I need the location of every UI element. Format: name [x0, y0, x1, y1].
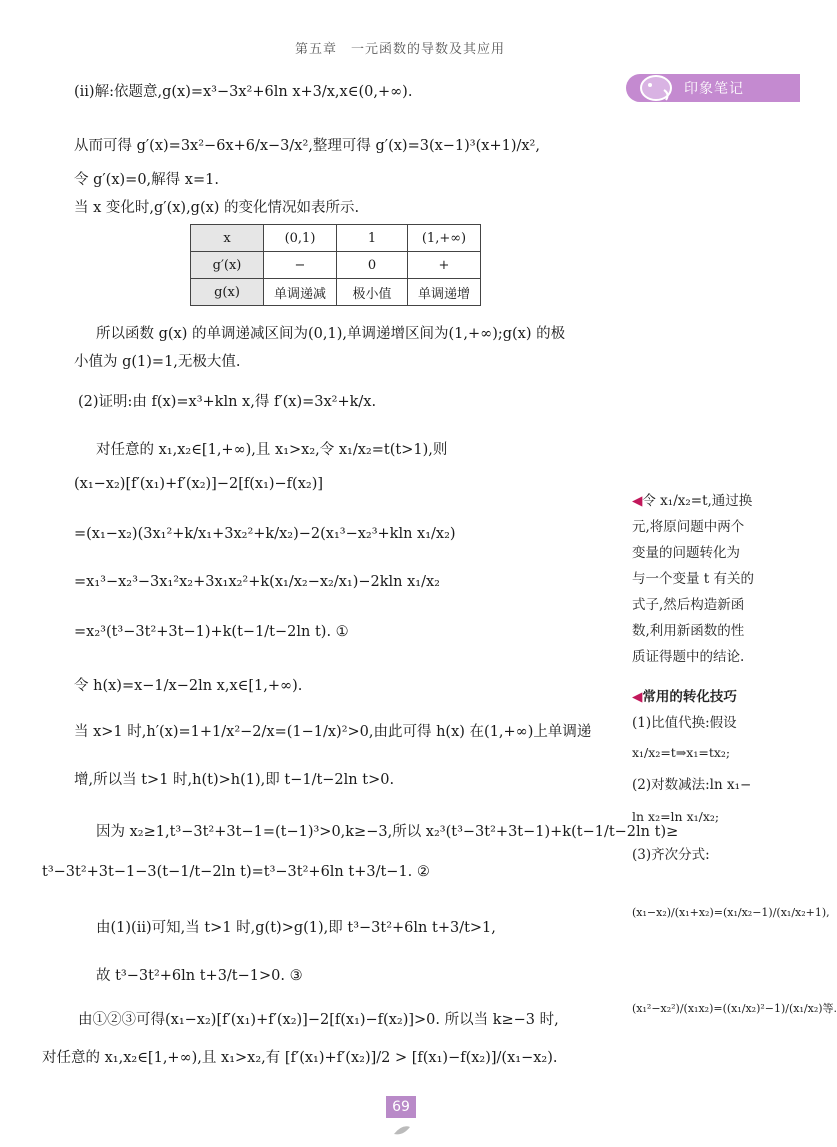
line-7: (2)证明:由 f(x)=x³+kln x,得 f′(x)=3x²+k/x.: [78, 394, 377, 410]
table-cell: x: [191, 225, 264, 252]
line-19: 故 t³−3t²+6ln t+3/t−1>0. ③: [96, 968, 303, 984]
chapter-title: 一元函数的导数及其应用: [351, 42, 506, 57]
line-10: =(x₁−x₂)(3x₁²+k/x₁+3x₂²+k/x₂)−2(x₁³−x₂³+kln x₁/x₂): [74, 526, 456, 542]
side-text: 质证得题中的结论.: [632, 649, 745, 665]
side-text: 式子,然后构造新函: [632, 597, 745, 613]
side-text: (x₁−x₂)/(x₁+x₂)=(x₁/x₂−1)/(x₁/x₂+1),: [632, 906, 830, 919]
line-11: =x₁³−x₂³−3x₁²x₂+3x₁x₂²+k(x₁/x₂−x₂/x₁)−2kln x₁/x₂: [74, 574, 440, 590]
side-text: (x₁²−x₂²)/(x₁x₂)=((x₁/x₂)²−1)/(x₁/x₂)等.: [632, 1002, 837, 1015]
side-text: x₁/x₂=t⇒x₁=tx₂;: [632, 745, 731, 760]
table-cell: 单调递减: [264, 279, 337, 306]
table-cell: 单调递增: [408, 279, 481, 306]
triangle-marker-icon: ◀: [632, 493, 643, 509]
line-13: 令 h(x)=x−1/x−2ln x,x∈[1,+∞).: [74, 678, 303, 694]
line-3: 令 g′(x)=0,解得 x=1.: [74, 172, 219, 188]
side-text: 与一个变量 t 有关的: [632, 571, 755, 587]
line-8: 对任意的 x₁,x₂∈[1,+∞),且 x₁>x₂,令 x₁/x₂=t(t>1),则: [96, 442, 448, 458]
triangle-marker-icon: ◀: [632, 689, 643, 705]
table-cell: 0: [337, 252, 408, 279]
elephant-logo-icon: [636, 70, 676, 104]
table-cell: (1,+∞): [408, 225, 481, 252]
variation-table: [190, 224, 481, 306]
side-note-2-title: [632, 684, 737, 710]
line-1: (ⅱ)解:依题意,g(x)=x³−3x²+6ln x+3/x,x∈(0,+∞).: [74, 84, 413, 100]
line-18: 由(1)(ⅱ)可知,当 t>1 时,g(t)>g(1),即 t³−3t²+6ln t+3/t>1,: [96, 920, 496, 936]
line-17: t³−3t²+3t−1−3(t−1/t−2ln t)=t³−3t²+6ln t+3/t−1. ②: [42, 864, 430, 880]
badge-label: 印象笔记: [684, 81, 744, 97]
line-16: 因为 x₂≥1,t³−3t²+3t−1=(t−1)³>0,k≥−3,所以 x₂³(t³−3t²+3t−1)+k(t−1/t−2ln t)≥: [96, 824, 679, 840]
line-9: (x₁−x₂)[f′(x₁)+f′(x₂)]−2[f(x₁)−f(x₂)]: [74, 476, 324, 492]
line-14: 当 x>1 时,h′(x)=1+1/x²−2/x=(1−1/x)²>0,由此可得 h(x) 在(1,+∞)上单调递: [74, 724, 592, 740]
table-cell: 极小值: [337, 279, 408, 306]
side-text: 数,利用新函数的性: [632, 623, 745, 639]
line-15: 增,所以当 t>1 时,h(t)>h(1),即 t−1/t−2ln t>0.: [74, 772, 395, 788]
table-cell: (0,1): [264, 225, 337, 252]
side-text: (2)对数减法:ln x₁−: [632, 777, 752, 793]
side-title: 常用的转化技巧: [642, 689, 737, 705]
page-number: 69: [386, 1096, 416, 1118]
line-20: 由①②③可得(x₁−x₂)[f′(x₁)+f′(x₂)]−2[f(x₁)−f(x₂)]>0. 所以当 k≥−3 时,: [78, 1012, 559, 1028]
line-5: 所以函数 g(x) 的单调递减区间为(0,1),单调递增区间为(1,+∞);g(x) 的极: [96, 326, 566, 342]
chapter-label: 第五章: [294, 42, 337, 57]
side-text: 令 x₁/x₂=t,通过换: [642, 493, 753, 509]
side-text: (3)齐次分式:: [632, 847, 710, 863]
running-header: [0, 38, 800, 57]
line-12: =x₂³(t³−3t²+3t−1)+k(t−1/t−2ln t). ①: [74, 624, 349, 640]
line-4: 当 x 变化时,g′(x),g(x) 的变化情况如表所示.: [74, 200, 360, 216]
side-text: (1)比值代换:假设: [632, 715, 737, 731]
side-note-1: [632, 488, 752, 514]
table-cell: g′(x): [191, 252, 264, 279]
line-2: 从而可得 g′(x)=3x²−6x+6/x−3/x²,整理可得 g′(x)=3(x−1)³(x+1)/x²,: [74, 138, 540, 154]
table-cell: g(x): [191, 279, 264, 306]
side-text: 变量的问题转化为: [632, 545, 740, 561]
leaf-ornament-icon: [393, 1124, 411, 1136]
side-text: 元,将原问题中两个: [632, 519, 745, 535]
table-cell: −: [264, 252, 337, 279]
side-text: ln x₂=ln x₁/x₂;: [632, 809, 720, 824]
table-cell: +: [408, 252, 481, 279]
line-21: 对任意的 x₁,x₂∈[1,+∞),且 x₁>x₂,有 [f′(x₁)+f′(x₂)]/2 > [f(x₁)−f(x₂)]/(x₁−x₂).: [42, 1050, 558, 1066]
line-6: 小值为 g(1)=1,无极大值.: [74, 354, 241, 370]
table-cell: 1: [337, 225, 408, 252]
